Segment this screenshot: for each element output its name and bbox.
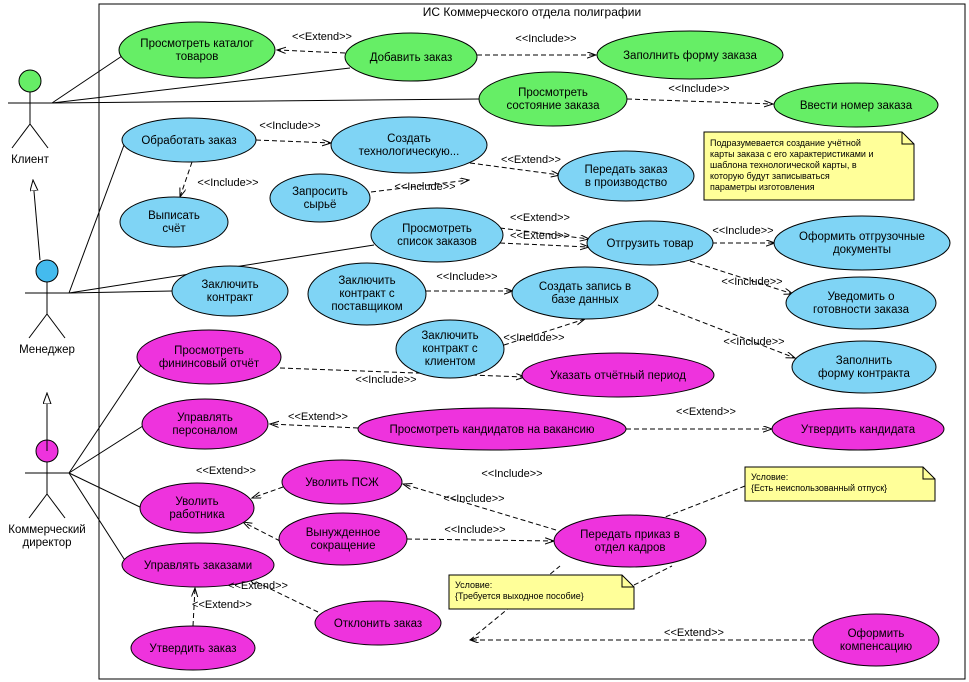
usecase-label-line2: базе данных — [551, 294, 619, 306]
usecase-label-line2: технологическую... — [358, 146, 460, 158]
note-line: шаблона технологической карты, в — [710, 160, 857, 170]
note-line: Подразумевается создание учётной — [710, 138, 861, 148]
edge-label: <<Extend>> — [192, 599, 252, 611]
usecase-label-line2: состояние заказа — [506, 100, 600, 112]
edge-label: <<Include>> — [712, 225, 774, 237]
usecase-sozdat-tehnologicheskuyu[interactable] — [331, 117, 487, 173]
usecase-label-line2: документы — [832, 244, 892, 256]
edge-label: <<Include>> — [723, 336, 785, 348]
usecase-label: Просмотреть — [174, 345, 244, 357]
actor-leg-right — [47, 314, 65, 338]
usecase-label: Управлять — [177, 412, 233, 424]
usecase-peredat-prikaz-v-otdel-kadrov[interactable] — [554, 515, 706, 567]
usecase-label: Выписать — [148, 210, 200, 222]
usecase-label-line2: работника — [169, 509, 225, 521]
usecase-label: Создать запись в — [538, 281, 632, 293]
edge-label: <<Extend>> — [228, 580, 288, 592]
usecase-label: Оформить — [847, 628, 905, 640]
usecase-prosmotret-sostoyanie-zakaza[interactable] — [479, 72, 627, 126]
usecase-label: Уведомить о — [827, 291, 895, 303]
usecase-vypisat-schet[interactable] — [120, 197, 228, 247]
edge-label: <<Extend>> — [196, 465, 256, 477]
actor-head-icon — [36, 260, 58, 282]
note-tech-card[interactable] — [704, 132, 914, 200]
usecase-label: Передать приказ в — [580, 529, 680, 541]
note-line: параметры изготовления — [710, 182, 815, 192]
usecase-label: Отгрузить товар — [606, 238, 694, 250]
actor-label-client: Клиент — [11, 154, 49, 166]
usecase-prosmotret-kandidatov-na-vakansiyu[interactable] — [358, 408, 626, 450]
edge-label: <<Include>> — [721, 276, 783, 288]
usecase-label-line2: компенсацию — [839, 641, 913, 653]
usecase-upravlyat-personalom[interactable] — [142, 399, 268, 449]
edge-label: <<Include>> — [355, 374, 417, 386]
usecase-label: Просмотреть каталог — [140, 38, 254, 50]
actor-label-director-line1: Коммерческий — [8, 524, 86, 536]
usecase-label: Утвердить кандидата — [800, 424, 916, 436]
actor-leg-right — [47, 494, 65, 518]
usecase-label: Добавить заказ — [369, 52, 453, 64]
actor-client[interactable] — [8, 70, 52, 166]
usecase-label: Просмотреть — [518, 87, 588, 99]
usecase-label: Вынужденное — [305, 527, 381, 539]
edge-label: <<Extend>> — [501, 154, 561, 166]
usecase-label-line2: сырьё — [303, 199, 337, 211]
edge-label: <<Include>> — [443, 493, 505, 505]
usecase-utverdit-kandidata[interactable] — [772, 408, 944, 450]
usecase-label: Уволить — [175, 496, 219, 508]
usecase-uvolit-psj[interactable] — [282, 460, 402, 504]
usecase-label: Оформить отгрузочные — [799, 231, 925, 243]
actor-leg-left — [12, 124, 30, 148]
usecase-prosmotret-katalog-tovarov[interactable] — [119, 22, 275, 78]
usecase-ukazat-otchetnyj-period[interactable] — [522, 353, 714, 397]
actor-leg-left — [29, 314, 47, 338]
usecase-label-line3: поставщиком — [331, 301, 403, 313]
usecase-sozdat-zapis-v-baze-dannyh[interactable] — [512, 267, 658, 319]
usecase-vvesti-nomer-zakaza[interactable] — [774, 83, 938, 127]
usecase-label: Просмотреть — [402, 223, 472, 235]
usecase-label-line2: товаров — [175, 51, 219, 63]
usecase-label-line2: форму контракта — [818, 368, 910, 380]
actor-manager[interactable] — [19, 260, 75, 356]
usecase-label-line2: сокращение — [310, 540, 376, 552]
usecase-zapolnit-formu-kontrakta[interactable] — [792, 341, 936, 393]
actor-leg-left — [29, 494, 47, 518]
usecase-vynuzhdennoe-sokrashenie[interactable] — [279, 513, 407, 565]
note-line: {Требуется выходное пособие} — [455, 591, 584, 601]
note-line: карты заказа с его характеристиками и — [710, 149, 874, 159]
actor-leg-right — [30, 124, 48, 148]
edge-label: <<Extend>> — [664, 627, 724, 639]
note-severance-pay[interactable] — [449, 575, 634, 609]
usecase-label: Просмотреть кандидатов на вакансию — [389, 424, 595, 436]
usecase-label-line2: в производство — [584, 177, 668, 189]
usecase-label: Заключить — [338, 275, 396, 287]
usecase-obrabotat-zakaz[interactable] — [122, 118, 256, 162]
edge-label: <<Include>> — [515, 33, 577, 45]
usecase-label: Создать — [387, 133, 431, 145]
usecase-zapolnit-formu-zakaza[interactable] — [597, 31, 783, 79]
usecase-dobavit-zakaz[interactable] — [345, 33, 477, 81]
usecase-label: Утвердить заказ — [149, 643, 237, 655]
usecase-label: Заполнить форму заказа — [623, 50, 757, 62]
edge-label: <<Extend>> — [288, 411, 348, 423]
note-line: Условие: — [455, 580, 493, 590]
note-line: {Есть неиспользованный отпуск} — [751, 483, 888, 493]
usecase-label-line2: список заказов — [397, 236, 477, 248]
note-line: которую будут записываться — [710, 171, 830, 181]
edge-label: <<Extend>> — [676, 406, 736, 418]
usecase-label-line2: готовности заказа — [813, 304, 909, 316]
usecase-prosmotret-finansovyj-otchet[interactable] — [137, 330, 281, 384]
usecase-otgruzit-tovar[interactable] — [587, 221, 713, 265]
usecase-oformit-otgruzochnye-dokumenty[interactable] — [774, 216, 950, 270]
usecase-oformit-kompensaciyu[interactable] — [813, 614, 939, 666]
edge-label: <<Include>> — [436, 271, 498, 283]
usecase-prosmotret-spisok-zakazov[interactable] — [371, 208, 503, 262]
actor-label-manager: Менеджер — [19, 344, 75, 356]
edge-label: <<Include>> — [394, 181, 456, 193]
usecase-label-line2: контракт — [206, 292, 254, 304]
usecase-label: Заключить — [421, 330, 479, 342]
note-line: Условие: — [751, 472, 789, 482]
usecases-layer — [119, 22, 950, 670]
actor-label-director-line2: директор — [22, 537, 72, 549]
usecase-zaprosit-syrye[interactable] — [270, 174, 370, 222]
usecase-zakluchit-kontrakt-s-klientom[interactable] — [396, 320, 504, 378]
usecase-label: Уволить ПСЖ — [305, 477, 379, 489]
usecase-uvedomit-o-gotovnosti-zakaza[interactable] — [786, 277, 936, 329]
usecase-peredat-zakaz-v-proizvodstvo[interactable] — [558, 151, 694, 201]
usecase-label: Ввести номер заказа — [799, 100, 913, 112]
edge-label: <<Extend>> — [510, 230, 570, 242]
usecase-label-line3: клиентом — [424, 356, 476, 368]
edge-label: <<Extend>> — [510, 212, 570, 224]
usecase-label: Управлять заказами — [143, 560, 253, 572]
actor-commercial-director[interactable] — [8, 440, 85, 549]
usecase-label-line2: счёт — [162, 223, 186, 235]
usecase-label-line2: отдел кадров — [594, 542, 666, 554]
usecase-label: Обработать заказ — [141, 135, 237, 147]
edge-label: <<Include>> — [259, 120, 321, 132]
usecase-label: Отклонить заказ — [333, 618, 423, 630]
usecase-label: Запросить — [292, 186, 348, 198]
usecase-label-line2: контракт с — [339, 288, 395, 300]
note-unused-vacation[interactable] — [745, 467, 935, 501]
edge-label: <<Extend>> — [292, 31, 352, 43]
usecase-zakluchit-kontrakt[interactable] — [172, 266, 288, 316]
usecase-utverdit-zakaz[interactable] — [131, 626, 255, 670]
usecase-zakluchit-kontrakt-s-postavshikom[interactable] — [308, 263, 426, 325]
edge-label: <<Include>> — [444, 524, 506, 536]
usecase-label-line2: фининсовый отчёт — [158, 358, 260, 370]
edge-label: <<Include>> — [197, 177, 259, 189]
usecase-label-line2: контракт с — [422, 343, 478, 355]
edge-label: <<Include>> — [481, 468, 543, 480]
system-title: ИС Коммерческого отдела полиграфии — [422, 5, 642, 19]
usecase-uvolit-rabotnika[interactable] — [140, 483, 254, 533]
edge-label: <<Include>> — [668, 83, 730, 95]
edge-label: <<Include>> — [503, 332, 565, 344]
usecase-label: Передать заказ — [584, 164, 668, 176]
usecase-label: Заключить — [201, 279, 259, 291]
usecase-label: Указать отчётный период — [550, 370, 686, 382]
generalization-manager-to-client — [33, 180, 40, 260]
usecase-otklonit-zakaz[interactable] — [315, 601, 441, 645]
usecase-label: Заполнить — [835, 355, 893, 367]
actor-head-icon — [19, 70, 41, 92]
usecase-label-line2: персоналом — [172, 425, 238, 437]
